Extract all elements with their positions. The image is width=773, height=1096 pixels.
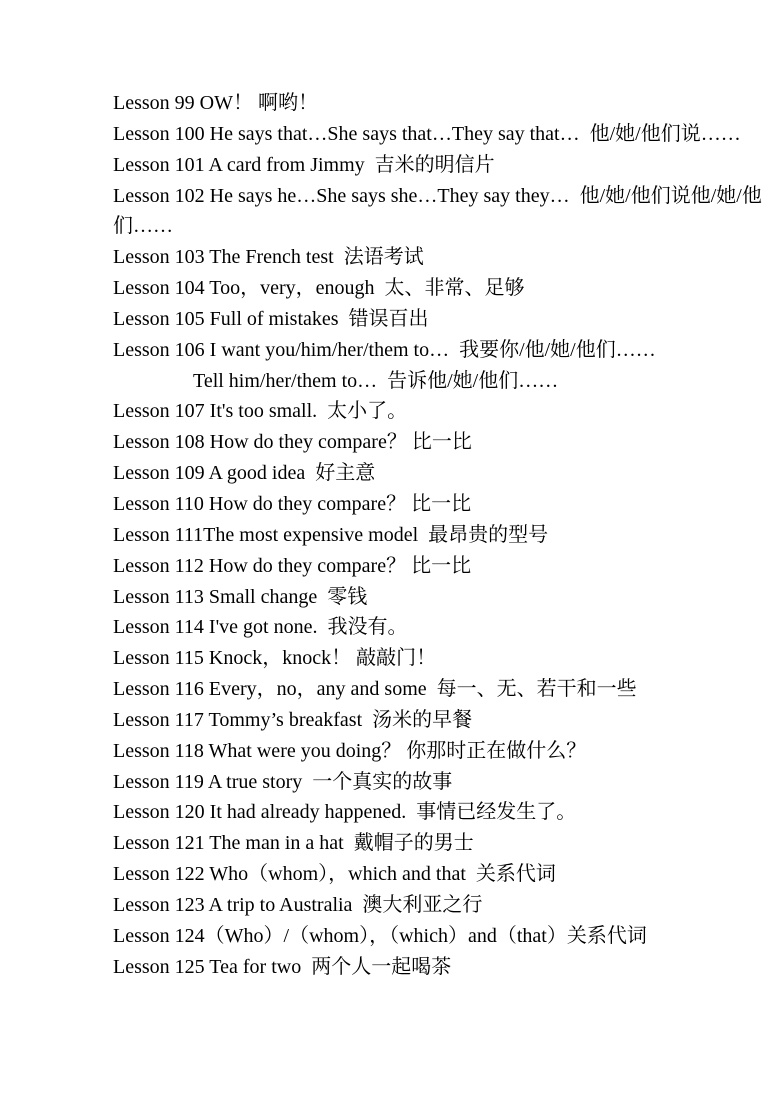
lesson-line: Lesson 117 Tommy’s breakfast 汤米的早餐: [113, 708, 473, 731]
lesson-line: Lesson 124（Who）/（whom），（which）and（that）关系代词: [113, 924, 647, 947]
lesson-line: Lesson 108 How do they compare？ 比一比: [113, 431, 472, 454]
lesson-line: Lesson 100 He says that…She says that…They say that… 他/她/他们说……: [113, 122, 741, 145]
lesson-line: Lesson 104 Too，very，enough 太、非常、足够: [113, 277, 525, 300]
lesson-line: Lesson 109 A good idea 好主意: [113, 462, 376, 485]
lesson-line: Lesson 103 The French test 法语考试: [113, 246, 424, 269]
lesson-line: Lesson 120 It had already happened. 事情已经发生了。: [113, 801, 577, 824]
lesson-line: Lesson 119 A true story 一个真实的故事: [113, 770, 453, 793]
lesson-line: Lesson 111The most expensive model 最昂贵的型号: [113, 523, 549, 546]
lesson-line: Lesson 121 The man in a hat 戴帽子的男士: [113, 832, 474, 855]
lesson-line: Lesson 106 I want you/him/her/them to… 我要你/他/她/他们……: [113, 338, 656, 361]
lesson-line: Lesson 122 Who（whom），which and that 关系代词: [113, 863, 556, 886]
lesson-line: 们……: [113, 215, 173, 238]
lesson-line: Lesson 112 How do they compare？ 比一比: [113, 554, 472, 577]
lesson-line: Lesson 102 He says he…She says she…They say they… 他/她/他们说他/她/他: [113, 184, 762, 207]
lesson-line: Lesson 113 Small change 零钱: [113, 585, 368, 608]
lesson-line: Lesson 114 I've got none. 我没有。: [113, 616, 408, 639]
lesson-list: [113, 88, 762, 982]
lesson-line: Lesson 105 Full of mistakes 错误百出: [113, 307, 429, 330]
lesson-line: Lesson 116 Every，no，any and some 每一、无、若干和一些: [113, 678, 637, 701]
lesson-line: Lesson 115 Knock，knock！ 敲敲门！: [113, 647, 437, 670]
lesson-line: Lesson 110 How do they compare？ 比一比: [113, 492, 472, 515]
lesson-line: Lesson 99 OW！ 啊哟！: [113, 92, 318, 114]
lesson-line: Tell him/her/them to… 告诉他/她/他们……: [193, 369, 559, 392]
lesson-line: Lesson 101 A card from Jimmy 吉米的明信片: [113, 153, 495, 176]
lesson-line: Lesson 118 What were you doing？ 你那时正在做什么？: [113, 739, 587, 762]
lesson-line: Lesson 125 Tea for two 两个人一起喝茶: [113, 955, 452, 978]
lesson-line: Lesson 107 It's too small. 太小了。: [113, 400, 408, 423]
lesson-line: Lesson 123 A trip to Australia 澳大利亚之行: [113, 893, 483, 916]
